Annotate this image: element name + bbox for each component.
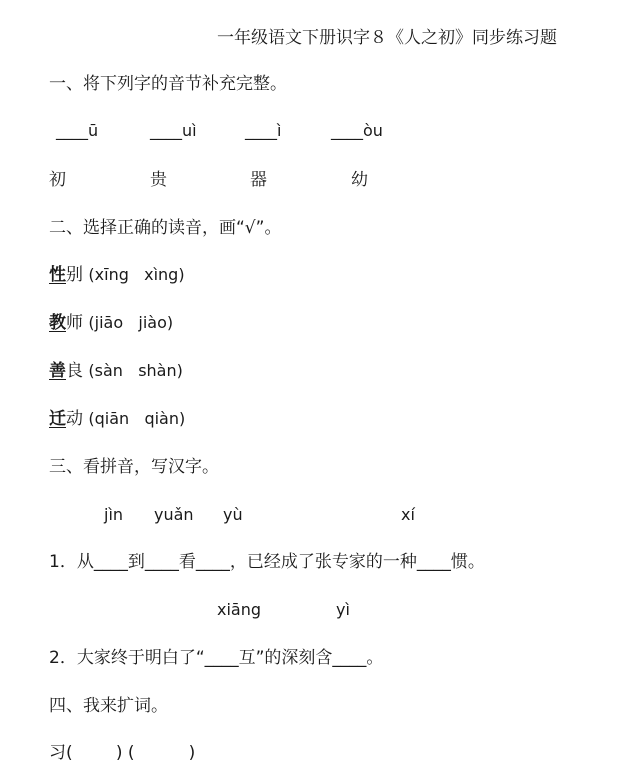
pinyin-options: (jiāo jiào) — [88, 313, 174, 332]
section4-heading: 四、我来扩词。 — [49, 696, 168, 716]
target-char: 教 — [49, 313, 66, 333]
pinyin-hint: xí — [401, 505, 415, 524]
pinyin-blank: ____ì — [245, 121, 282, 140]
pinyin-options: (xīng xìng) — [88, 265, 185, 284]
pinyin-options: (qiān qiàn) — [88, 409, 186, 428]
pinyin-blank: ____ū — [56, 121, 99, 140]
pinyin-hint: yù — [223, 505, 243, 524]
reading-item — [49, 408, 185, 430]
pinyin-hint: jìn — [104, 505, 124, 524]
reading-item — [49, 360, 183, 382]
char-item: 初 — [49, 170, 66, 190]
char-item: 幼 — [351, 170, 368, 190]
expand-word-item — [49, 742, 195, 764]
char-item: 贵 — [150, 170, 167, 190]
pinyin-hint: yì — [336, 600, 350, 619]
pinyin-blank: ____òu — [331, 121, 383, 140]
reading-item — [49, 264, 185, 286]
word-rest: 别 — [66, 265, 83, 285]
question-2: 2．大家终于明白了“____互”的深刻含____。 — [49, 648, 384, 668]
pinyin-hint: xiāng — [217, 600, 262, 619]
word-rest: 良 — [66, 361, 83, 381]
expand-char: 习 — [49, 743, 66, 763]
target-char: 善 — [49, 361, 66, 381]
word-rest: 动 — [66, 409, 83, 429]
section3-heading: 三、看拼音，写汉字。 — [49, 457, 219, 477]
section1-heading: 一、将下列字的音节补充完整。 — [49, 74, 287, 94]
pinyin-hint: yuǎn — [154, 505, 194, 524]
answer-blank[interactable]: ( ) — [127, 743, 196, 763]
reading-item — [49, 312, 173, 334]
page-title: 一年级语文下册识字８《人之初》同步练习题 — [217, 28, 557, 48]
section2-heading: 二、选择正确的读音，画“√”。 — [49, 218, 282, 238]
answer-blank[interactable]: ( ) — [66, 743, 123, 763]
pinyin-blank: ____uì — [150, 121, 197, 140]
char-item: 器 — [250, 170, 267, 190]
target-char: 迁 — [49, 409, 66, 429]
target-char: 性 — [49, 265, 66, 285]
pinyin-options: (sàn shàn) — [88, 361, 183, 380]
word-rest: 师 — [66, 313, 83, 333]
question-1: 1．从____到____看____，已经成了张专家的一种____惯。 — [49, 552, 485, 572]
